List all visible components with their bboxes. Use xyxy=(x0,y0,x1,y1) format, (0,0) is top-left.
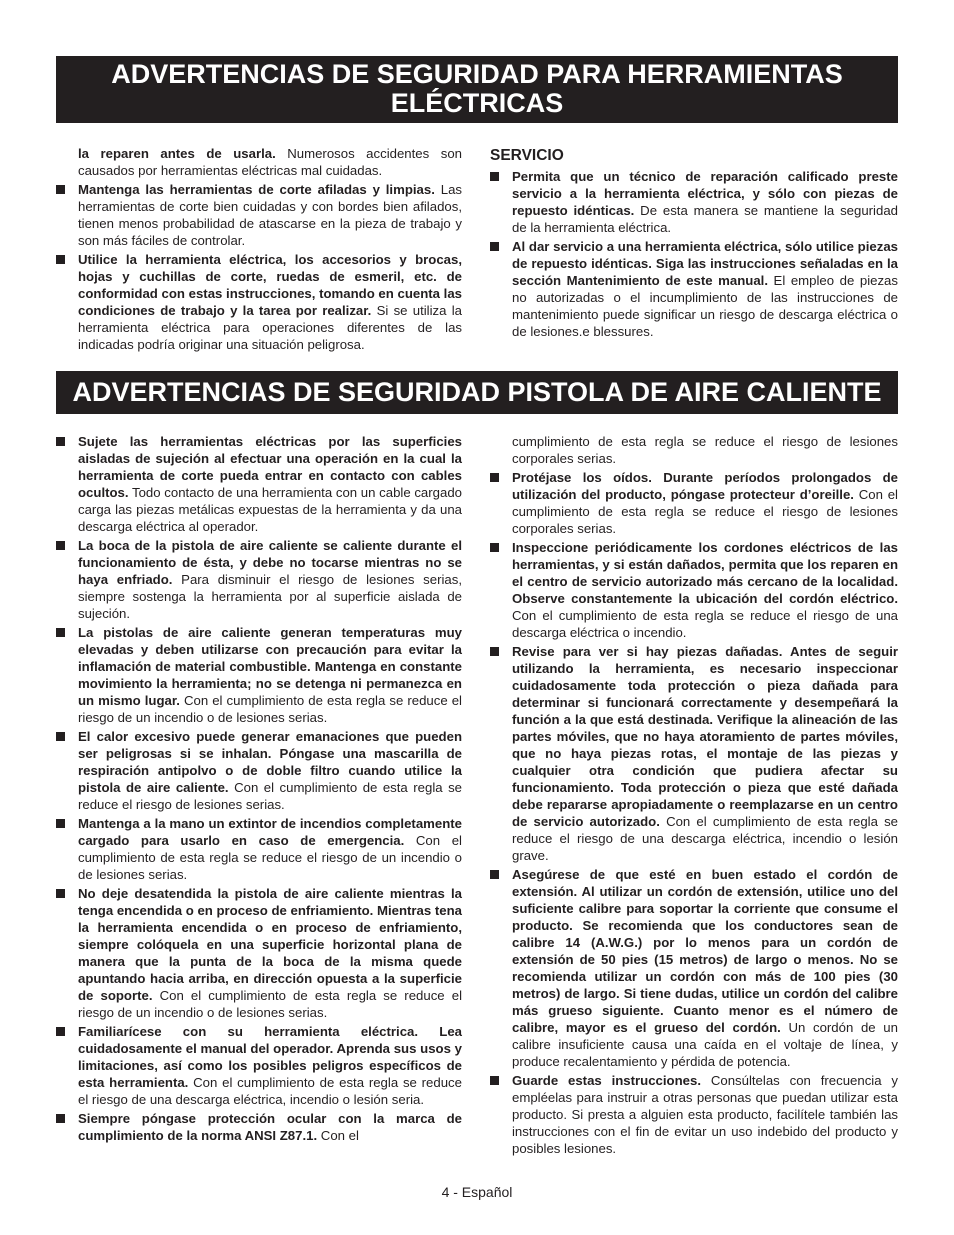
body-text: Con el cumplimiento de esta regla se reduce el riesgo de lesiones serias. xyxy=(78,780,462,812)
bullet-item xyxy=(56,1110,462,1144)
bold-text: Sujete las herramientas eléctricas por las superficies aisladas de sujeción al efectuar una operación en la cual la herramienta de corte pueda entrar en contacto con cables ocultos. xyxy=(78,434,462,500)
body-text: Con el cumplimiento de esta regla se reduce el riesgo de lesiones corporales serias. xyxy=(512,487,898,536)
bold-text: Permita que un técnico de reparación calificado preste servicio a la herramienta eléctrica, y sólo con piezas de repuesto idénticas. xyxy=(512,169,898,218)
bold-text: Inspeccione periódicamente los cordones eléctricos de las herramientas, y si están dañados, permita que los reparen en el centro de servicio autorizado más cercano de la localidad. Observe constantemente la ubicación del cordón eléctrico. xyxy=(512,540,898,606)
body-text: Con el cumplimiento de esta regla se reduce el riesgo de una descarga eléctrica, incendio o lesión grave. xyxy=(512,814,899,863)
bottom-right-column xyxy=(490,433,898,1159)
banner-title: ADVERTENCIAS DE SEGURIDAD PISTOLA DE AIRE CALIENTE xyxy=(72,377,882,407)
body-text: Consúltelas con frecuencia y empléelas para instruir a otras personas que puedan utilizar esta producto. Si presta a alguien esta producto, facilítele también las instrucciones con el fin de evitar un uso indebido del producto y posibles lesiones. xyxy=(512,1073,898,1156)
bold-text: Al dar servicio a una herramienta eléctrica, sólo utilice piezas de repuesto idénticas. Siga las instrucciones señaladas en la sección Mantenimiento de este manual. xyxy=(512,239,898,288)
bold-text: Guarde estas instrucciones. xyxy=(512,1073,701,1088)
section-banner-power-tools xyxy=(56,56,898,123)
bullet-item xyxy=(56,885,462,1021)
bullet-item xyxy=(490,866,898,1070)
bold-text: Utilice la herramienta eléctrica, los accesorios y brocas, hojas y cuchillas de corte, ruedas de esmeril, etc. de conformidad con estas instrucciones, tomando en cuenta las condiciones de trabajo y la tarea por realizar. xyxy=(78,252,462,318)
banner-title-line2: ELÉCTRICAS xyxy=(390,88,564,118)
page-footer: 4 - Español xyxy=(441,1184,513,1200)
banner-title-line1: ADVERTENCIAS DE SEGURIDAD PARA HERRAMIENTAS xyxy=(111,59,843,89)
bold-text: La boca de la pistola de aire caliente se caliente durante el funcionamiento de ésta, y debe no tocarse mientras no se haya enfriado. xyxy=(78,538,462,587)
body-text: Todo contacto de una herramienta con un cable cargado carga las piezas metálicas expuestas de la herramienta y da una descarga eléctrica al operador. xyxy=(78,485,462,534)
bold-text: No deje desatendida la pistola de aire caliente mientras la tenga encendida o en proceso de enfriamiento. Mientras tena la herramienta encendida o en proceso de enfriamiento, siempre colóquela en una superficie horizontal plana de manera que la punta de la boca de la misma quede apuntando hacia arriba, en dirección opuesta a la superficie de soporte. xyxy=(78,886,462,1003)
bullet-item xyxy=(490,1072,898,1157)
bullet-item xyxy=(56,728,462,813)
bullet-item xyxy=(56,815,462,883)
bold-text: La pistolas de aire caliente generan temperaturas muy elevadas y deben utilizarse con precaución para evitar la inflamación de material combustible. Mantenga en constante movimiento la herramienta; no se detenga ni permanezca en un mismo lugar. xyxy=(78,625,462,708)
section-banner-heat-gun xyxy=(56,371,898,414)
body-text: Para disminuir el riesgo de lesiones serias, siempre sostenga la herramienta por al superficie aislada de sujeción. xyxy=(78,572,463,621)
body-text: Las herramientas de corte bien cuidadas y con bordes bien afilados, tienen menos probabilidad de atascarse en la pieza de trabajo y son más fáciles de controlar. xyxy=(78,182,462,248)
bold-text: Mantenga las herramientas de corte afiladas y limpias. xyxy=(78,182,435,197)
continued-paragraph xyxy=(56,145,462,179)
body-text: Con el cumplimiento de esta regla se reduce el riesgo de un incendio o de lesiones serias. xyxy=(78,988,462,1020)
bullet-item xyxy=(56,624,462,726)
bullet-item xyxy=(56,537,462,622)
bold-text: Mantenga a la mano un extintor de incendios completamente cargado para usarlo en caso de emergencia. xyxy=(78,816,462,848)
bullet-item xyxy=(490,238,898,340)
bold-text: El calor excesivo puede generar emanaciones que pueden ser peligrosas si se inhalan. Póngase una mascarilla de respiración antipolvo o de doble filtro cuando utilice la pistola de aire caliente. xyxy=(78,729,462,795)
bold-text: Asegúrese de que esté en buen estado el cordón de extensión. Al utilizar un cordón de extensión, utilice uno del suficiente calibre para soportar la corriente que consume el producto. Se recomienda que los conductores sean de calibre 14 (A.W.G.) por lo menos para un cordón de extensión de 50 pies (15 metros) de largo o menos. No se recomienda utilizar un cordón con más de 100 pies (30 metros) de largo. Si tiene dudas, utilice un cordón del calibre más grueso siguiente. Cuanto menor es el número de calibre, mayor es el grueso del cordón. xyxy=(512,867,898,1035)
body-text: Con el xyxy=(317,1128,359,1143)
bold-text: Revise para ver si hay piezas dañadas. Antes de seguir utilizando la herramienta, es necesario inspeccionar cuidadosamente toda protección o pieza dañada para determinar si funcionará correctamente y desempeñará la función a la que está destinada. Verifique la alineación de las partes móviles, que no haya atoramiento de partes móviles, que no haya piezas rotas, el montaje de las piezas y cualquier otra condición que pudiera afectar su funcionamiento. Toda protección o pieza que esté dañada debe repararse apropiadamente o reemplazarse en un centro de servicio autorizado. xyxy=(512,644,898,829)
body-text: cumplimiento de esta regla se reduce el riesgo de lesiones corporales serias. xyxy=(512,434,898,466)
bullet-item xyxy=(56,433,462,535)
top-right-column xyxy=(490,146,898,342)
body-text: Un cordón de un calibre insuficiente causa una caída en el voltaje de línea, y produce recalentamiento y pérdida de potencia. xyxy=(512,1020,898,1069)
bottom-left-column xyxy=(56,433,462,1146)
body-text: Con el cumplimiento de esta regla se reduce el riesgo de una descarga eléctrica, incendio o lesión seria. xyxy=(78,1075,462,1107)
body-text: Con el cumplimiento de esta regla se reduce el riesgo de una descarga eléctrica o incendio. xyxy=(512,608,898,640)
body-text: El empleo de piezas no autorizadas o el incumplimiento de las instrucciones de mantenimiento puede significar un riesgo de descarga eléctrica o de lesiones.e blessures. xyxy=(512,273,898,339)
bold-text: Siempre póngase protección ocular con la marca de cumplimiento de la norma ANSI Z87.1. xyxy=(78,1111,462,1143)
body-text: Con el cumplimiento de esta regla se reduce el riesgo de un incendio o de lesiones serias. xyxy=(78,693,462,725)
bullet-item xyxy=(490,469,898,537)
section-heading-servicio: SERVICIO xyxy=(490,147,564,164)
bullet-item xyxy=(490,168,898,236)
bullet-item xyxy=(490,539,898,641)
bullet-item xyxy=(56,181,462,249)
body-text: Numerosos accidentes son causados por herramientas eléctricas mal cuidadas. xyxy=(78,146,462,178)
bold-text: Protéjase los oídos. Durante períodos prolongados de utilización del producto, póngase protecteur d’oreille. xyxy=(512,470,898,502)
bullet-item xyxy=(490,643,898,864)
bullet-item xyxy=(56,1023,462,1108)
body-text: De esta manera se mantiene la seguridad de la herramienta eléctrica. xyxy=(512,203,898,235)
top-left-column xyxy=(56,145,462,355)
bold-text: la reparen antes de usarla. xyxy=(78,146,276,161)
bold-text: Familiarícese con su herramienta eléctrica. Lea cuidadosamente el manual del operador. Aprenda sus usos y limitaciones, así como los posibles peligros específicos de esta herramienta. xyxy=(78,1024,462,1090)
body-text: Con el cumplimiento de esta regla se reduce el riesgo de un incendio o de lesiones serias. xyxy=(78,833,462,882)
bullet-item xyxy=(56,251,462,353)
body-text: Si se utiliza la herramienta eléctrica para operaciones diferentes de las indicadas podría originar una situación peligrosa. xyxy=(78,303,462,352)
continued-paragraph xyxy=(490,433,898,467)
